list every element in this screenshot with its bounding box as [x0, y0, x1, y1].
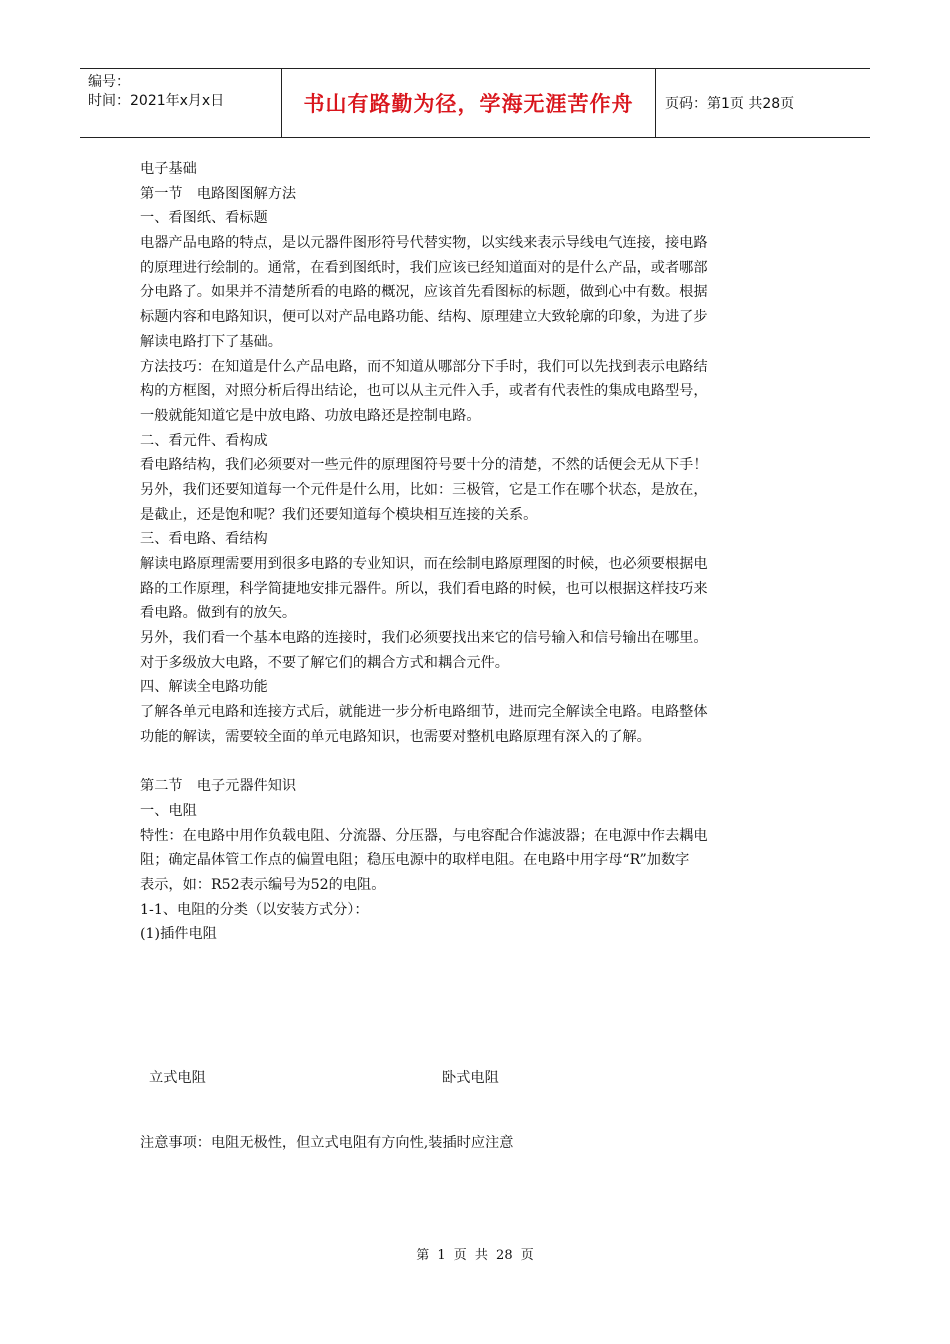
caption-vertical-resistor: 立式电阻: [149, 1070, 206, 1086]
text-line: 另外，我们看一个基本电路的连接时，我们必须要找出来它的信号输入和信号输出在哪里。: [140, 630, 708, 647]
date-label: 时间：2021年x月x日: [88, 93, 225, 109]
text-line: 了解各单元电路和连接方式后，就能进一步分析电路细节，进而完全解读全电路。电路整体: [140, 704, 708, 721]
page-footer: 第 1 页 共 28 页: [416, 1248, 534, 1263]
header-motto: 书山有路勤为径，学海无涯苦作舟: [281, 69, 656, 137]
text-line: 解读电路原理需要用到很多电路的专业知识，而在绘制电路原理图的时候，也必须要根据电: [140, 556, 708, 572]
text-line: [140, 750, 820, 775]
page-header: [80, 68, 870, 138]
document-body: [140, 157, 820, 1156]
text-line: 一般就能知道它是中放电路、功放电路还是控制电路。: [140, 407, 481, 424]
text-line: 阻；确定晶体管工作点的偏置电阻；稳压电源中的取样电阻。在电路中用字母“R”加数字: [140, 852, 690, 869]
text-line: 电器产品电路的特点，是以元器件图形符号代替实物，以实线来表示导线电气连接，接电路: [140, 235, 708, 252]
text-line: 第二节 电子元器件知识: [140, 778, 297, 795]
image-captions: [140, 1067, 820, 1099]
text-line: 一、看图纸、看标题: [140, 210, 268, 227]
header-meta: [80, 69, 281, 137]
text-line: 表示，如：R52表示编号为52的电阻。: [140, 876, 386, 893]
text-line: 三、看电路、看结构: [140, 531, 268, 548]
text-line: 功能的解读，需要较全面的单元电路知识，也需要对整机电路原理有深入的了解。: [140, 728, 651, 745]
caption-horizontal-resistor: 卧式电阻: [442, 1070, 499, 1086]
note-paragraph: 注意事项：电阻无极性，但立式电阻有方向性,装插时应注意: [140, 1135, 514, 1151]
serial-number-label: 编号：: [88, 74, 130, 90]
text-line: 特性：在电路中用作负载电阻、分流器、分压器，与电容配合作滤波器；在电源中作去耦电: [140, 827, 708, 844]
text-line: (1)插件电阻: [140, 926, 217, 943]
text-line: 方法技巧：在知道是什么产品电路，而不知道从哪部分下手时，我们可以先找到表示电路结: [140, 358, 708, 375]
text-line: 构的方框图，对照分析后得出结论，也可以从主元件入手，或者有代表性的集成电路型号，: [140, 383, 708, 400]
text-line: 另外，我们还要知道每一个元件是什么用，比如：三极管，它是工作在哪个状态，是放在，: [140, 481, 708, 498]
text-line: 对于多级放大电路，不要了解它们的耦合方式和耦合元件。: [140, 654, 509, 671]
text-line: 分电路了。如果并不清楚所看的电路的概况，应该首先看图标的标题，做到心中有数。根据: [140, 284, 708, 301]
text-line: 是截止，还是饱和呢？我们还要知道每个模块相互连接的关系。: [140, 506, 538, 523]
text-line: 第一节 电路图图解方法: [140, 185, 297, 202]
text-line: 1-1、电阻的分类（以安装方式分）：: [140, 901, 369, 918]
body-text: [140, 157, 820, 947]
text-line: 路的工作原理，科学简捷地安排元器件。所以，我们看电路的时候，也可以根据这样技巧来: [140, 580, 708, 597]
text-line: 标题内容和电路知识，便可以对产品电路功能、结构、原理建立大致轮廓的印象，为进了步: [140, 309, 708, 326]
text-line: 看电路结构，我们必须要对一些元件的原理图符号要十分的清楚，不然的话便会无从下手！: [140, 457, 708, 474]
header-page-info: 页码：第1页 共28页: [665, 96, 795, 112]
resistor-images-area: [140, 947, 820, 1067]
text-line: 解读电路打下了基础。: [140, 333, 282, 350]
text-line: 的原理进行绘制的。通常，在看到图纸时，我们应该已经知道面对的是什么产品，或者哪部: [140, 259, 708, 276]
text-line: 一、电阻: [140, 802, 197, 819]
text-line: 电子基础: [140, 161, 197, 177]
text-line: 四、解读全电路功能: [140, 679, 268, 696]
text-line: 看电路。做到有的放矢。: [140, 605, 297, 622]
text-line: 二、看元件、看构成: [140, 432, 268, 449]
